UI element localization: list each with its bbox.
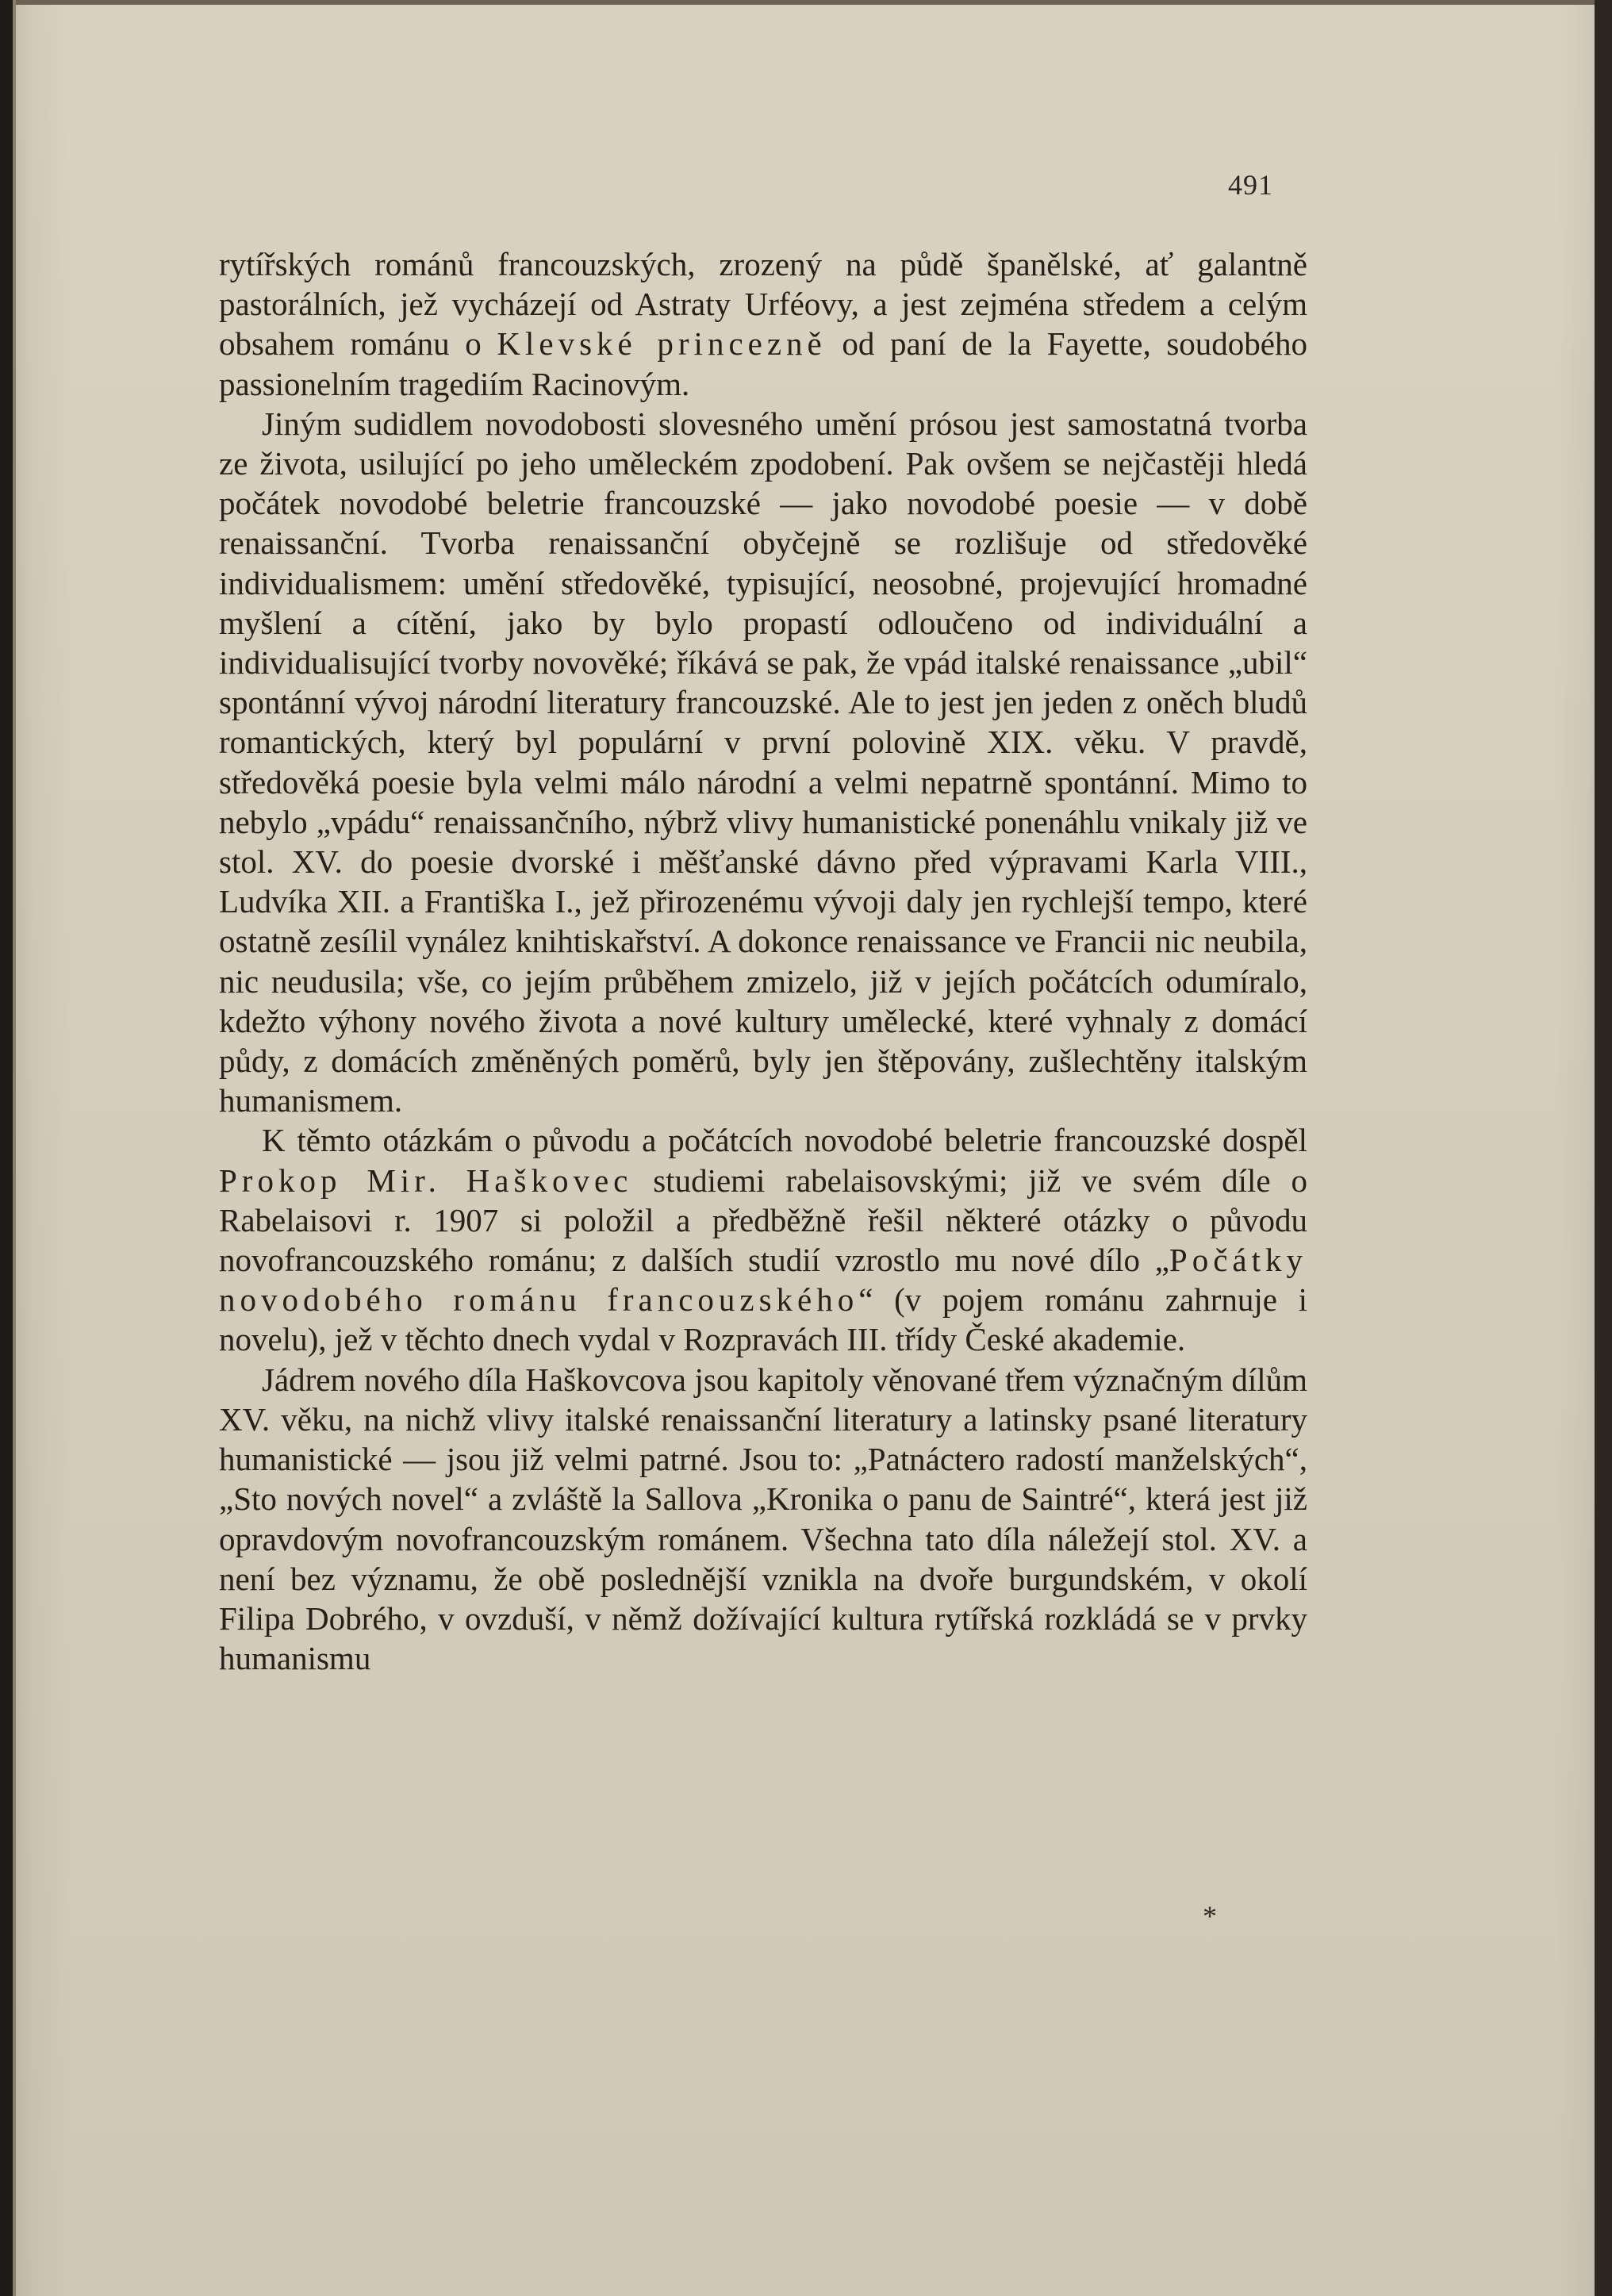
paragraph-1-part-1: rytířských románů francouzských, zrozený na půdě španělské, ať galantně pastorálních, jež vycházejí od Astraty Urféovy, a jest zejména středem a celým obsahem románu o xyxy=(219,246,1307,363)
binding-shadow xyxy=(13,0,16,2296)
paragraph-4-part-1: Jádrem nového díla Haškovcova jsou kapitoly věnované třem význačným dílům XV. věku, na nichž vlivy italské renaissanční literatury a latinsky psané literatury humanistické — jsou již velmi patrné. Jsou to: „Patnáctero radostí manželských“, „Sto nových novel“ a zvláště la Sallova „Kronika o panu de Saintré“, která jest již opravdovým novofrancouzským románem. Všechna tato díla náležejí stol. XV. a není bez významu, že obě poslednější vznikla na dvoře burgundském, v okolí Filipa Dobrého, v ovzduší, v němž dožívající kultura rytířská rozkládá se v prvky humanismu xyxy=(219,1361,1307,1677)
paragraph-1 xyxy=(219,244,1307,404)
paragraph-3 xyxy=(219,1120,1307,1359)
paragraph-3-part-1: K těmto otázkám o původu a počátcích novodobé beletrie francouzské dospěl xyxy=(262,1122,1307,1159)
page-top-edge xyxy=(0,0,1612,5)
paragraph-3-book-title: Počátky novodobého románu francouzského xyxy=(219,1242,1307,1319)
signature-mark: * xyxy=(1203,1900,1217,1932)
body-text xyxy=(219,244,1307,1678)
binding-edge xyxy=(0,0,13,2296)
paragraph-3-author-name: Prokop Mir. Haškovec xyxy=(219,1161,633,1199)
paragraph-2-part-1: Jiným sudidlem novodobosti slovesného umění prósou jest samostatná tvorba ze života, usilující po jeho uměleckém zpodobení. Pak ovšem se nejčastěji hledá počátek novodobé beletrie francouzské — jako novodobé poesie — v době renaissanční. Tvorba renaissanční obyčejně se rozlišuje od středověké individualismem: umění středověké, typisující, neosobné, projevující hromadné myšlení a cítění, jako by bylo propastí odloučeno od individuální a individualisující tvorby novověké; říkává se pak, že vpád italské renaissance „ubil“ spontánní vývoj národní literatury francouzské. Ale to jest jen jeden z oněch bludů romantických, který byl populární v první polovině XIX. věku. V pravdě, středověká poesie byla velmi málo národní a velmi nepatrně spontánní. Mimo to nebylo „vpádu“ renaissančního, nýbrž vlivy humanistické ponenáhlu vnikaly již ve stol. XV. do poesie dvorské i měšťanské dávno před výpravami Karla VIII., Ludvíka XII. a Františka I., jež přirozenému vývoji daly jen rychlejší tempo, které ostatně zesílil vynález knihtiskařství. A dokonce renaissance ve Francii nic neubila, nic neudusila; vše, co jejím průběhem zmizelo, již v jejích počátcích odumíralo, kdežto výhony nového života a nové kultury umělecké, které vyhnaly z domácí půdy, z domácích změněných poměrů, byly jen štěpovány, zušlechtěny italským humanismem. xyxy=(219,405,1307,1119)
page-right-edge xyxy=(1595,0,1612,2296)
paragraph-3-part-3: studiemi rabelaisovskými; již ve svém díle o Rabelaisovi r. 1907 si položil a předběžně řešil některé otázky o původu novofrancouzského románu; z dalších studií vzrostlo mu nové dílo „ xyxy=(219,1161,1307,1279)
page-number: 491 xyxy=(1228,169,1273,201)
paragraph-4 xyxy=(219,1360,1307,1679)
paragraph-2 xyxy=(219,404,1307,1121)
paragraph-1-part-3: od paní de la Fayette, soudobého passionelním tragediím Racinovým. xyxy=(219,325,1308,402)
paragraph-3-part-5: “ (v pojem románu zahrnuje i novelu), jež v těchto dnech vydal v Rozpravách III. třídy České akademie. xyxy=(219,1281,1307,1358)
paragraph-1-spaced-title: Klevské princezně xyxy=(497,325,827,363)
